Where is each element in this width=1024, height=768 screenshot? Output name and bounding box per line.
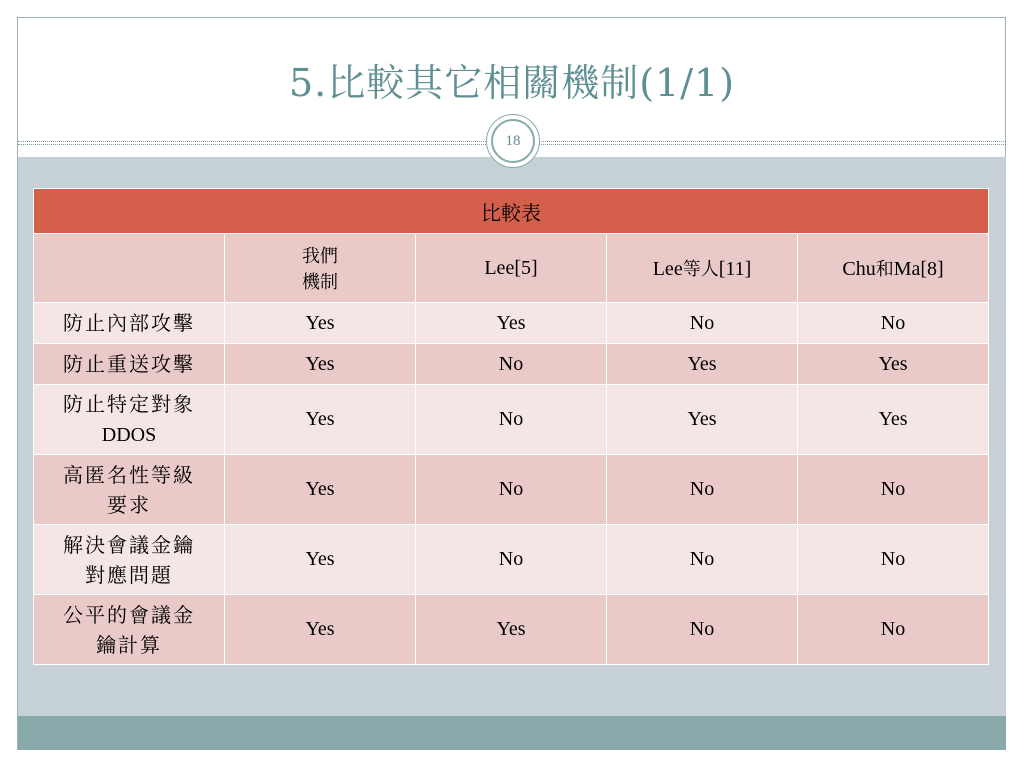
slide-title: 5.比較其它相關機制(1/1)	[288, 61, 736, 105]
footer-band	[18, 716, 1006, 750]
table-row	[34, 303, 989, 344]
table-row	[34, 595, 989, 665]
table-cell: Yes	[225, 525, 416, 595]
row-label: 防止特定對象 DDOS	[34, 385, 225, 455]
table-cell: No	[607, 595, 798, 665]
table-cell: No	[798, 303, 989, 344]
column-header	[34, 234, 225, 303]
table-cell: Yes	[416, 303, 607, 344]
table-cell: No	[416, 455, 607, 525]
table-cell: No	[607, 303, 798, 344]
table-row	[34, 455, 989, 525]
row-label: 防止內部攻擊	[34, 303, 225, 344]
table-cell: No	[416, 385, 607, 455]
table-caption-row	[34, 189, 989, 234]
table-cell: No	[607, 525, 798, 595]
column-header: 我們 機制	[225, 234, 416, 303]
table-cell: Yes	[798, 385, 989, 455]
table-cell: Yes	[225, 303, 416, 344]
table-row	[34, 385, 989, 455]
table-cell: Yes	[416, 595, 607, 665]
row-label: 公平的會議金 鑰計算	[34, 595, 225, 665]
table-cell: No	[607, 455, 798, 525]
table-row	[34, 525, 989, 595]
page-number: 18	[491, 119, 535, 163]
table-cell: No	[416, 525, 607, 595]
table-cell: Yes	[225, 595, 416, 665]
table-cell: No	[798, 595, 989, 665]
table-cell: No	[798, 525, 989, 595]
table-cell: Yes	[225, 385, 416, 455]
table-cell: No	[798, 455, 989, 525]
row-label: 防止重送攻擊	[34, 344, 225, 385]
column-header: Lee等人[11]	[607, 234, 798, 303]
table-cell: Yes	[798, 344, 989, 385]
page-number-badge	[486, 114, 540, 168]
column-header: Lee[5]	[416, 234, 607, 303]
column-header: Chu和Ma[8]	[798, 234, 989, 303]
table-cell: Yes	[225, 344, 416, 385]
table-cell: Yes	[225, 455, 416, 525]
table-cell: Yes	[607, 344, 798, 385]
table-cell: No	[416, 344, 607, 385]
row-label: 高匿名性等級 要求	[34, 455, 225, 525]
table-cell: Yes	[607, 385, 798, 455]
row-label: 解決會議金鑰 對應問題	[34, 525, 225, 595]
table-caption: 比較表	[34, 189, 989, 234]
table-row	[34, 344, 989, 385]
comparison-table	[33, 188, 989, 665]
column-header-row	[34, 234, 989, 303]
